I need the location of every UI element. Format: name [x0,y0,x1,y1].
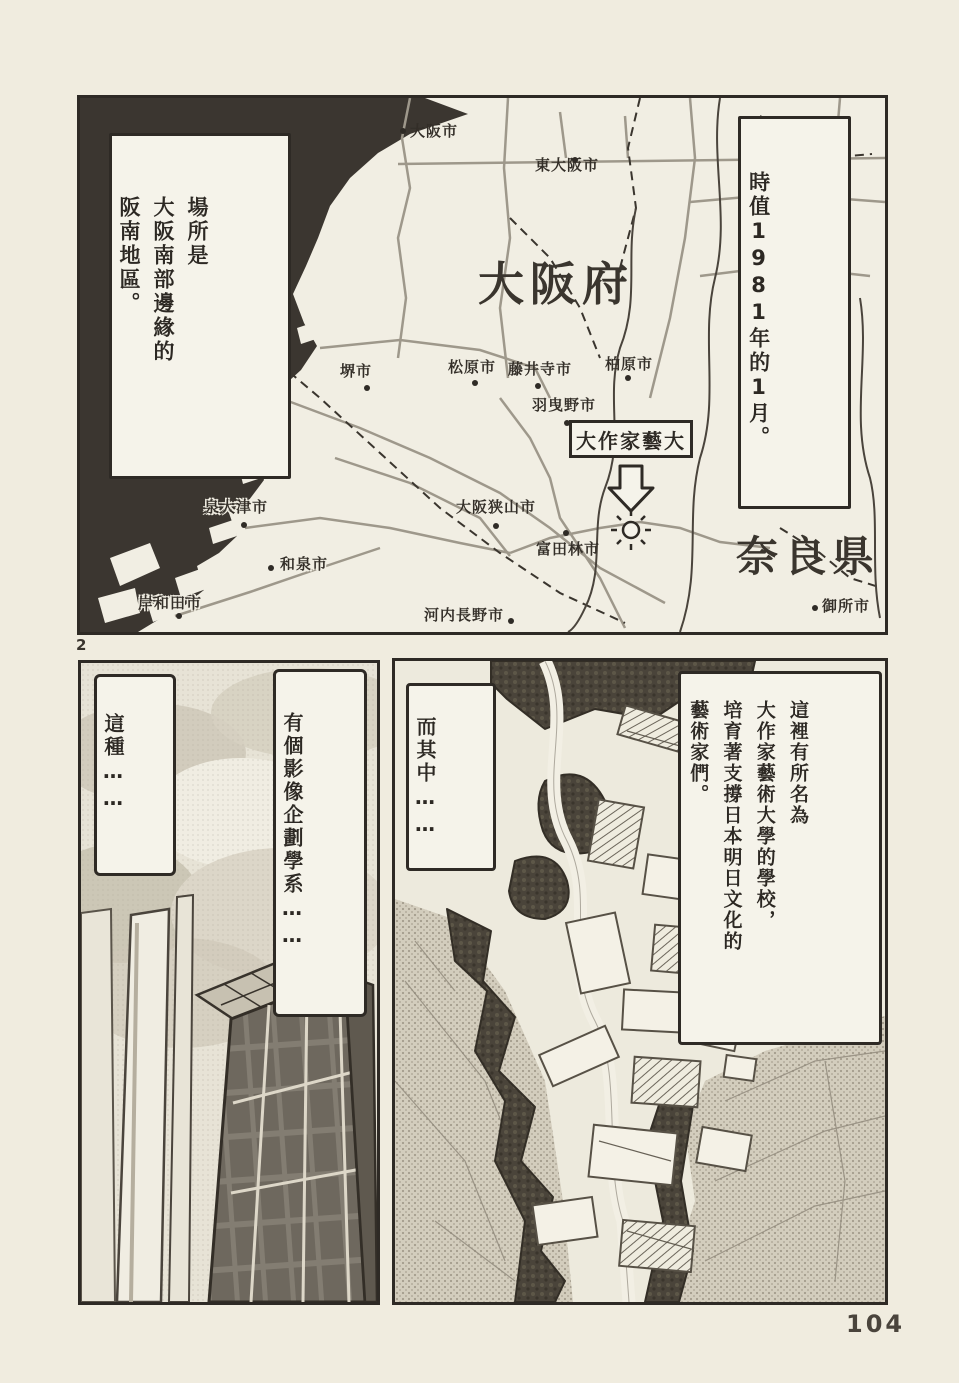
bubble-text: 這種…… [101,713,125,813]
narration-col: 阪南地區。 [117,196,142,316]
map-label-higashi-osaka: 東大阪市 [535,156,600,174]
narration-col: 這裡有所名為 [787,700,809,826]
map-label-tondabayashi: 富田林市 [536,540,601,558]
narration-col: 培育著支撐日本明日文化的 [720,700,743,952]
narration-text-date: 時值1981年的1月。 [746,171,771,450]
narration-box-place [109,133,291,479]
map-label-kashiwara: 柏原市 [605,355,654,373]
map-label-kishiwada: 岸和田市 [138,594,203,612]
speech-bubble-among [406,683,496,871]
panel-campus [392,658,888,1305]
sun-marker-icon [611,510,651,550]
narration-col: 藝術家們。 [687,700,710,805]
map-label-fujiidera: 藤井寺市 [508,360,573,378]
map-label-matsubara: 松原市 [448,358,497,376]
panel-building [78,660,380,1305]
narration-col: 大作家藝術大學的學校， [753,700,776,931]
down-arrow-icon [609,466,653,511]
map-label-sakai: 堺市 [340,362,373,380]
speech-bubble-department [273,669,367,1017]
narration-box-date [738,116,851,509]
speech-bubble-kind [94,674,176,876]
map-label-osakasayama: 大阪狭山市 [456,498,537,516]
map-title-osaka-fu: 大阪府 [478,257,634,311]
map-label-izumiotsu: 泉大津市 [204,498,269,516]
narration-col: 場所是 [185,196,210,268]
school-label-box: 大作家藝大 [569,420,693,458]
map-label-habikino: 羽曳野市 [532,396,597,414]
map-label-kawachinagano: 河内長野市 [424,606,505,624]
map-label-gose: 御所市 [822,597,871,615]
map-title-nara-ken: 奈良県 [736,532,881,581]
map-label-izumi: 和泉市 [280,555,329,573]
narration-box-school [678,671,882,1045]
panel-map [77,95,888,635]
panel-number-marker: 2 [76,636,87,654]
bubble-text: 而其中…… [413,716,437,839]
map-label-osaka-shi: 大阪市 [410,122,459,140]
bubble-text: 有個影像企劃學系…… [280,712,304,950]
page-number: 104 [846,1310,906,1338]
narration-col: 大阪南部邊緣的 [151,196,176,364]
